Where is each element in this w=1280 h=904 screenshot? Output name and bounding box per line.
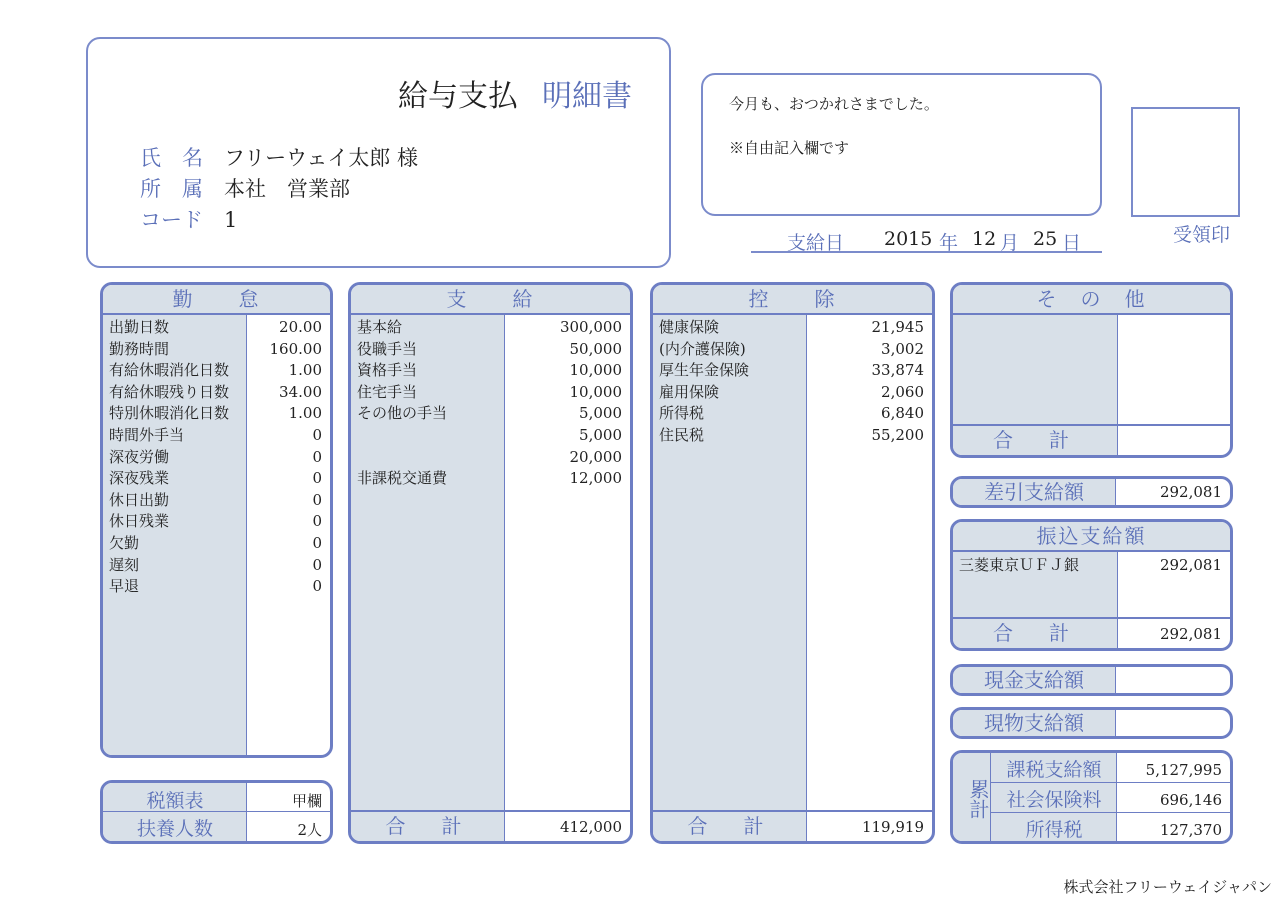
row-label: 役職手当 [357, 339, 418, 358]
cumulative-row-label: 所得税 [1025, 819, 1083, 841]
message-line-2: ※自由記入欄です [729, 139, 850, 157]
row-value: 2,060 [881, 382, 924, 401]
row-value: 20,000 [569, 447, 622, 466]
cash-pay-label: 現金支給額 [953, 667, 1116, 693]
message-line-1: 今月も、おつかれさまでした。 [729, 95, 939, 113]
transfer-total-label: 合 計 [953, 619, 1118, 648]
payday-month-unit: 月 [1000, 232, 1020, 254]
row-value: 300,000 [559, 318, 622, 336]
cumulative-row-value: 5,127,995 [1145, 761, 1222, 779]
row-label: 雇用保険 [659, 382, 720, 401]
payday-label: 支給日 [787, 232, 845, 254]
row-label: 非課税交通費 [357, 469, 448, 488]
name-label: 氏 名 [140, 146, 203, 170]
message-box [701, 73, 1102, 216]
cumulative-panel [950, 750, 1233, 844]
row-value: 21,945 [871, 318, 924, 336]
transfer-panel [950, 519, 1233, 651]
dept-value: 本社 営業部 [224, 177, 350, 201]
name-value: フリーウェイ太郎 様 [224, 146, 418, 170]
row-value: 5,000 [579, 426, 622, 444]
document-title [398, 71, 632, 115]
row-label: 遅刻 [109, 555, 140, 574]
row-value: 55,200 [871, 426, 924, 444]
row-label: 深夜残業 [109, 469, 170, 488]
net-pay-box [950, 476, 1233, 508]
row-label: 特別休暇消化日数 [109, 404, 230, 423]
title-main: 給与支払 [398, 79, 518, 114]
cumulative-divider [991, 782, 1230, 783]
row-value: 6,840 [881, 404, 924, 423]
deduction-panel [650, 282, 935, 844]
row-label: 有給休暇残り日数 [109, 382, 230, 401]
row-label: 住民税 [659, 426, 705, 444]
cumulative-rows [991, 753, 1230, 841]
row-value: 0 [312, 555, 322, 574]
cumulative-row-value: 127,370 [1159, 821, 1222, 839]
deduction-total-label: 合 計 [653, 812, 807, 841]
cumulative-label: 累計 [966, 779, 990, 819]
row-value: 0 [312, 490, 322, 509]
title-sub: 明細書 [542, 79, 632, 114]
transfer-total-value: 292,081 [1159, 625, 1222, 643]
tax-table-value: 甲欄 [291, 792, 322, 810]
row-value: 12,000 [569, 469, 622, 488]
payment-panel [348, 282, 633, 844]
attendance-title: 勤 怠 [103, 285, 330, 315]
row-label: 休日残業 [109, 512, 170, 531]
row-label: 有給休暇消化日数 [109, 361, 230, 380]
row-label: 厚生年金保険 [659, 361, 750, 380]
in-kind-pay-box [950, 707, 1233, 739]
tax-panel [100, 780, 333, 844]
row-value: 0 [312, 426, 322, 444]
row-value: 10,000 [569, 382, 622, 401]
deduction-title: 控 除 [653, 285, 932, 315]
payment-total-row [351, 810, 630, 841]
row-value: 0 [312, 469, 322, 488]
payday-day-unit: 日 [1062, 232, 1082, 254]
stamp-box[interactable] [1131, 107, 1240, 217]
net-pay-value: 292,081 [1159, 483, 1222, 501]
dependents-label: 扶養人数 [136, 818, 213, 840]
row-label: 勤務時間 [109, 339, 170, 358]
row-label: 休日出勤 [109, 490, 170, 509]
stamp-label: 受領印 [1173, 224, 1231, 246]
transfer-bank-value: 292,081 [1159, 556, 1222, 574]
row-value: 0 [312, 512, 322, 531]
other-title: そ の 他 [953, 285, 1230, 315]
payday-day: 25 [1033, 228, 1058, 250]
row-label: 時間外手当 [109, 426, 185, 444]
other-total-row [953, 424, 1230, 455]
row-label: (内介護保険) [659, 339, 746, 358]
cumulative-row-value: 696,146 [1159, 791, 1222, 809]
deduction-total-value: 119,919 [861, 818, 924, 836]
other-total-label: 合 計 [953, 426, 1118, 455]
dependents-value: 2人 [297, 821, 322, 839]
transfer-total-row [953, 617, 1230, 648]
row-label: 基本給 [357, 318, 403, 336]
payday-line [751, 226, 1102, 253]
row-label: 住宅手当 [357, 382, 418, 401]
tax-table-label: 税額表 [146, 790, 204, 812]
cumulative-row-label: 社会保険料 [1006, 789, 1102, 811]
deduction-total-row [653, 810, 932, 841]
row-value: 3,002 [881, 339, 924, 358]
row-value: 50,000 [569, 339, 622, 358]
row-value: 10,000 [569, 361, 622, 380]
other-panel [950, 282, 1233, 458]
row-label: 健康保険 [659, 318, 720, 336]
row-value: 0 [312, 447, 322, 466]
row-value: 1.00 [288, 404, 322, 423]
header-box [86, 37, 671, 268]
row-label: 欠勤 [109, 534, 140, 552]
company-name: 株式会社フリーウェイジャパン [1063, 878, 1272, 896]
payday-month: 12 [972, 228, 997, 250]
payment-total-value: 412,000 [559, 818, 622, 836]
attendance-panel [100, 282, 333, 758]
cumulative-row-label: 課税支給額 [1006, 759, 1102, 781]
row-label: 深夜労働 [109, 447, 170, 466]
payday-year: 2015 [884, 228, 933, 250]
payment-title: 支 給 [351, 285, 630, 315]
row-value: 5,000 [579, 404, 622, 423]
row-value: 0 [312, 577, 322, 596]
row-value: 160.00 [269, 339, 322, 358]
in-kind-pay-label: 現物支給額 [953, 710, 1116, 736]
row-value: 20.00 [279, 318, 322, 336]
dept-label: 所 属 [140, 177, 203, 201]
cash-pay-box [950, 664, 1233, 696]
row-value: 0 [312, 534, 322, 552]
row-label: 出勤日数 [109, 318, 170, 336]
cumulative-divider [991, 812, 1230, 813]
transfer-bank-name: 三菱東京ＵＦＪ銀 [959, 556, 1080, 574]
row-value: 1.00 [288, 361, 322, 380]
row-label: 資格手当 [357, 361, 418, 380]
row-label: その他の手当 [357, 404, 448, 423]
payment-total-label: 合 計 [351, 812, 505, 841]
attendance-rows [103, 317, 330, 755]
net-pay-label: 差引支給額 [953, 479, 1116, 505]
row-value: 33,874 [871, 361, 924, 380]
row-label: 所得税 [659, 404, 705, 423]
code-label: コード [140, 208, 203, 232]
payday-year-unit: 年 [939, 232, 959, 254]
row-value: 34.00 [279, 382, 322, 401]
row-label: 早退 [109, 577, 140, 596]
code-value: 1 [224, 208, 238, 232]
transfer-title: 振込支給額 [953, 522, 1230, 552]
